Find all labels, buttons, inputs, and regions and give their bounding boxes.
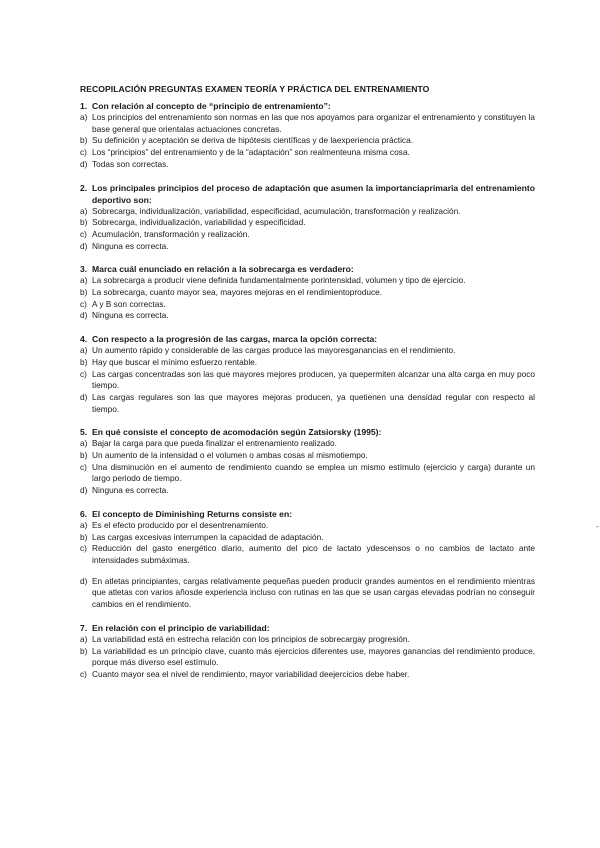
answer-option [80,135,535,147]
answer-option [80,462,535,485]
answer-option [80,669,535,681]
answer-option [80,287,535,299]
option-text: La sobrecarga a producir viene definida fundamentalmente porintensidad, volumen y tipo de ejercicio. [92,275,466,286]
option-letter: b) [80,356,88,367]
question-heading [80,182,535,206]
question-block [80,100,535,171]
option-text: Es el efecto producido por el desentrenamiento. [92,519,269,530]
question-text: Los principales principios del proceso de adaptación que asumen la importanciaprimaria del entrenamiento deportivo son: [92,182,535,205]
option-text: Reducción del gasto energético diario, aumento del pico de lactato ydescensos o no cambios de lactato ante intensidades submáximas. [92,543,535,565]
question-text: El concepto de Diminishing Returns consiste en: [92,508,293,519]
option-text: Sobrecarga, individualización, variabilidad, especificidad, acumulación, transformación y realización. [92,205,461,216]
answer-option [80,576,535,611]
option-text: Una disminución en el aumento de rendimiento cuando se emplea un mismo estímulo (ejercicio y carga) durante un largo periodo de tiempo. [92,461,535,484]
answer-option [80,229,535,241]
question-block [80,333,535,415]
option-letter: b) [80,217,88,228]
option-letter: a) [80,519,88,530]
option-letter: b) [80,645,88,656]
question-text: Con relación al concepto de “principio de entrenamiento”: [92,101,331,111]
option-text: Un aumento de la intensidad o el volumen o ambas cosas al mismotiempo. [92,450,368,461]
option-text: Sobrecarga, individualización, variabilidad y especificidad. [92,217,306,228]
option-text: Las cargas regulares son las que mayores mejoras producen, ya quetienen una densidad regular con respecto al tiempo. [92,391,535,414]
answer-option [80,543,535,566]
document-title: RECOPILACIÓN PREGUNTAS EXAMEN TEORÍA Y PRÁCTICA DEL ENTRENAMIENTO [80,84,430,94]
option-text: Ninguna es correcta. [92,485,169,496]
question-heading [80,622,535,634]
answer-option [80,357,535,369]
option-text: En atletas principiantes, cargas relativamente pequeñas pueden producir grandes aumentos en el rendimiento mientras que atletas con varios añosde experiencia incluso con rutinas en las que se usan cargas elevadas podrían no conseguir cambios en el rendimiento. [92,575,535,610]
answer-option [80,275,535,287]
answer-option [80,206,535,218]
question-heading [80,508,535,520]
question-block [80,508,535,611]
answer-option [80,345,535,357]
answer-option [80,438,535,450]
option-letter: c) [80,668,87,679]
option-text: La sobrecarga, cuanto mayor sea, mayores mejoras en el rendimientoproduce. [92,287,383,298]
option-letter: c) [80,461,87,472]
answer-option [80,310,535,322]
option-letter: c) [80,368,87,379]
answer-option [80,520,535,532]
option-text: Un aumento rápido y considerable de las cargas produce las mayoresganancias en el rendimiento. [92,345,456,356]
option-letter: d) [80,240,88,251]
question-text: Marca cuál enunciado en relación a la sobrecarga es verdadero: [92,264,354,275]
margin-mark: - [596,522,599,531]
option-letter: d) [80,310,88,321]
option-text: La variabilidad es un principio clave, cuanto más ejercicios diferentes use, mayores ganancias del rendimiento produce, porque más diverso esel estímulo. [92,645,535,668]
question-block [80,426,535,497]
option-text: Los principios del entrenamiento son normas en las que nos apoyamos para organizar el entrenamiento y constituyen la base general que orientalas actuaciones concretas. [92,112,535,134]
option-text: Hay que buscar el mínimo esfuerzo rentable. [92,356,258,367]
option-letter: d) [80,575,88,586]
option-letter: a) [80,275,88,286]
answer-option [80,112,535,135]
question-text: En qué consiste el concepto de acomodación según Zatsiorsky (1995): [92,427,382,438]
answer-option [80,241,535,253]
answer-option [80,159,535,171]
question-block [80,622,535,681]
question-block [80,263,535,322]
option-letter: c) [80,147,87,158]
question-number: 4. [80,334,88,345]
document-content [80,83,535,692]
answer-option [80,646,535,669]
answer-option [80,485,535,497]
option-letter: a) [80,205,88,216]
option-text: A y B son correctas. [92,298,166,309]
option-letter: c) [80,543,87,554]
answer-option [80,392,535,415]
option-text: Ninguna es correcta. [92,240,169,251]
question-number: 1. [80,101,88,111]
question-number: 2. [80,182,88,193]
question-heading [80,426,535,438]
option-letter: b) [80,287,88,298]
option-text: La variabilidad está en estrecha relación con los principios de sobrecargay progresión. [92,633,410,644]
question-heading [80,100,535,112]
option-letter: a) [80,112,88,122]
option-text: Todas son correctas. [92,158,169,169]
option-text: Su definición y aceptación se deriva de hipótesis científicas y de laexperiencia práctica. [92,135,413,146]
option-text: Las cargas excesivas interrumpen la capacidad de adaptación. [92,531,324,542]
option-letter: c) [80,228,87,239]
answer-option [80,532,535,544]
question-list [80,100,535,681]
question-heading [80,333,535,345]
answer-option [80,450,535,462]
option-letter: b) [80,450,88,461]
option-letter: d) [80,158,88,169]
option-letter: b) [80,135,88,146]
question-number: 5. [80,427,88,438]
question-text: Con respecto a la progresión de las cargas, marca la opción correcta: [92,334,378,345]
question-number: 7. [80,622,88,633]
answer-option [80,217,535,229]
option-letter: c) [80,298,87,309]
option-text: Ninguna es correcta. [92,310,169,321]
question-block [80,182,535,253]
answer-option [80,369,535,392]
option-text: Cuanto mayor sea el nivel de rendimiento, mayor variabilidad deejercicios debe haber. [92,668,410,679]
option-letter: a) [80,345,88,356]
option-text: Las cargas concentradas son las que mayores mejores producen, ya quepermiten alcanzar una alta carga en muy poco tiempo. [92,368,535,391]
option-letter: b) [80,531,88,542]
option-letter: d) [80,485,88,496]
answer-option [80,634,535,646]
answer-option [80,147,535,159]
question-number: 3. [80,264,88,275]
answer-option [80,299,535,311]
question-number: 6. [80,508,88,519]
option-letter: d) [80,391,88,402]
option-text: Acumulación, transformación y realización. [92,228,250,239]
option-text: Los “principios” del entrenamiento y de la “adaptación” son realmenteuna misma cosa. [92,147,410,158]
option-letter: a) [80,633,88,644]
option-text: Bajar la carga para que pueda finalizar el entrenamiento realizado. [92,438,337,449]
option-letter: a) [80,438,88,449]
question-text: En relación con el principio de variabilidad: [92,622,270,633]
question-heading [80,263,535,275]
